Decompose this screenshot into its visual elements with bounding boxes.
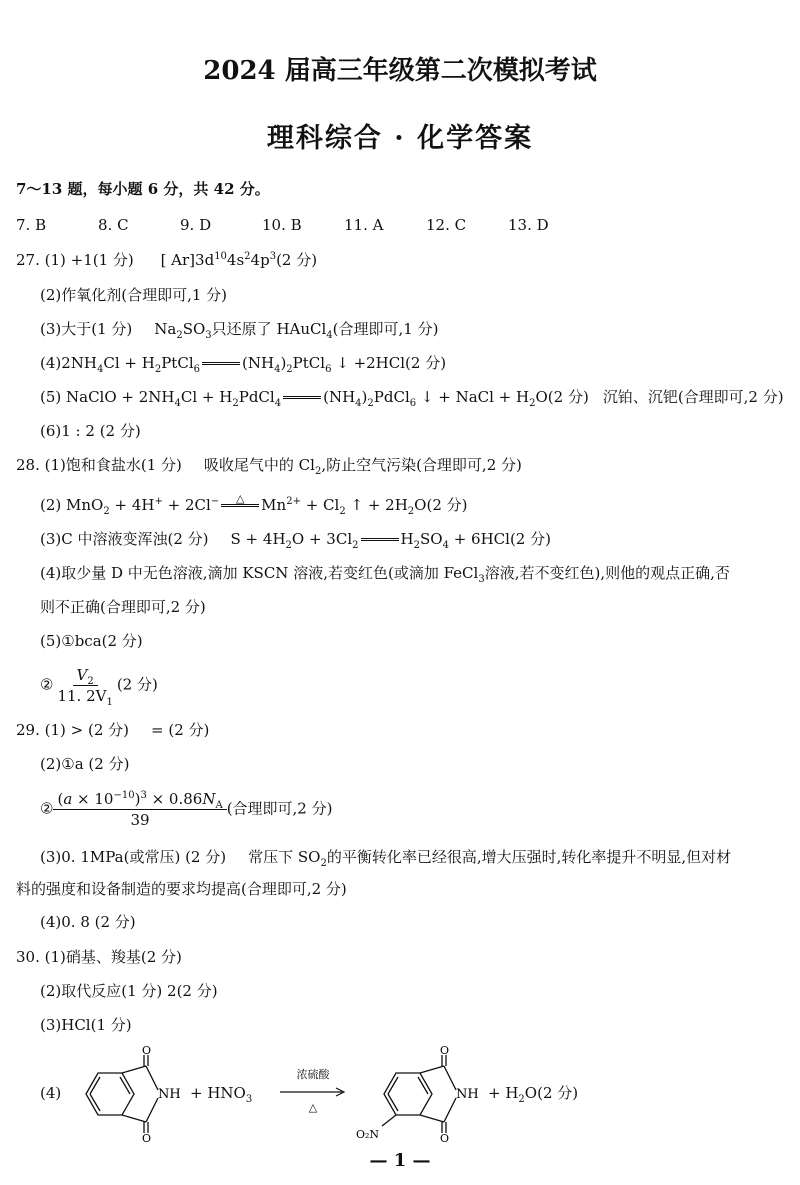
q30-line-3: (3)HCl(1 分) <box>40 1016 132 1034</box>
mc-answer-row <box>16 214 590 236</box>
q27-line-2: (2)作氧化剂(合理即可,1 分) <box>40 286 228 304</box>
q29-line-4b: 料的强度和设备制造的要求均提高(合理即可,2 分) <box>16 880 347 898</box>
q28-line-5: (5)①bca(2 分) <box>40 632 143 650</box>
mc-answer: 12. C <box>426 216 467 234</box>
reaction-arrow: 浓硫酸 △ <box>278 1068 348 1115</box>
svg-text:O₂N: O₂N <box>356 1128 380 1141</box>
svg-text:NH: NH <box>158 1087 181 1102</box>
electron-config: [ $Ar]3d^{10}4s^24p^3$ <box>160 251 277 269</box>
q30-line-1: 30. (1)硝基、羧基(2 分) <box>16 948 182 966</box>
svg-text:O: O <box>142 1132 152 1142</box>
page-subtitle: 理科综合 · 化学答案 <box>266 123 534 154</box>
fraction: $\frac{V_2}{11. 2V_1}$ <box>57 666 113 708</box>
q29-line-4: (3)0. 1MPa(或常压) (2 分) 常压下 $SO_2$的平衡转化率已经很高,增大压强时,转化率提升不明显,但对材 <box>40 848 732 869</box>
svg-text:O: O <box>440 1046 450 1057</box>
mc-answer: 10. B <box>262 216 302 234</box>
q28-line-6: ② $\frac{V_2}{11. 2V_1}$ (2 分) <box>40 666 158 708</box>
mc-answer: 9. D <box>180 216 212 234</box>
page-title: 2024 届高三年级第二次模拟考试 <box>203 56 597 86</box>
q29-line-3: ② $\frac{(a \times 10^{-10})^3 \times 0.86N_A}{39}$ (合理即可,2 分) <box>40 790 333 829</box>
q29-line-1: 29. (1) > (2 分) = (2 分) <box>16 721 210 739</box>
mc-answer: 13. D <box>508 216 549 234</box>
q28-line-4b: 则不正确(合理即可,2 分) <box>40 598 206 616</box>
mc-intro: 7～13 题，每小题 6 分，共 42 分。 <box>16 180 270 198</box>
mc-answer: 8. C <box>98 216 129 234</box>
q28-line-4: (4)取少量 D 中无色溶液,滴加 KSCN 溶液,若变红色(或滴加 FeCl$_3$溶液,若不变红色),则他的观点正确,否 <box>40 564 730 585</box>
mc-answer: 7. B <box>16 216 47 234</box>
q27-line-1: 27. (1) +1(1 分) [ $Ar]3d^{10}4s^24p^3(2$ 分) <box>16 251 318 269</box>
reaction-scheme: (4) O O NH + $HNO_3$ 浓硫酸 △ O O NH O₂N + $H_2O(2$ 分) <box>40 1046 760 1142</box>
q27-line-4: $(4)2NH_4Cl$ + $H_2PtCl_6$ $(NH_4)_2PtCl_6$ ↓ +2HCl(2 分) <box>40 354 447 375</box>
arrow-icon <box>278 1087 348 1097</box>
q28-line-3: (3)C 中溶液变浑浊(2 分) $S + 4H_2O + 3Cl_2$ $H_2SO_4 + 6HCl(2$ 分) <box>40 530 551 551</box>
svg-text:NH: NH <box>456 1087 479 1102</box>
q27-line-3: (3)大于(1 分) $Na_2SO_3$只还原了 HAuCl$_4$(合理即可,1 分) <box>40 320 439 341</box>
q29-line-2: (2)①a (2 分) <box>40 755 130 773</box>
nitro-phthalimide-structure <box>356 1046 486 1142</box>
q28-line-2: (2) MnO$_2$ + 4H+ + 2Cl− △ $Mn^{2+} + Cl_2$ ↑ + $2H_2O(2$ 分) <box>40 491 468 517</box>
q29-line-5: (4)0. 8 (2 分) <box>40 913 136 931</box>
q28-line-1: 28. (1)饱和食盐水(1 分) 吸收尾气中的 $Cl_2$,防止空气污染(合理即可,2 分) <box>16 456 522 477</box>
fraction: $\frac{(a \times 10^{-10})^3 \times 0.86N_A}{39}$ <box>53 789 226 830</box>
q30-line-2: (2)取代反应(1 分) 2(2 分) <box>40 982 218 1000</box>
svg-text:O: O <box>440 1132 450 1142</box>
phthalimide-structure <box>68 1046 188 1142</box>
q27-line-5: (5) NaClO + $2NH_4Cl$ + $H_2PdCl_4$ $(NH_4)_2PdCl_6$ ↓ + NaCl + $H_2O(2$ 分) 沉铂、沉钯(合理即可,2 分) <box>40 388 784 409</box>
page-number: — 1 — <box>369 1150 431 1171</box>
q27-line-6: (6)1 : 2 (2 分) <box>40 422 141 440</box>
mc-answer: 11. A <box>344 216 384 234</box>
svg-text:O: O <box>142 1046 152 1057</box>
